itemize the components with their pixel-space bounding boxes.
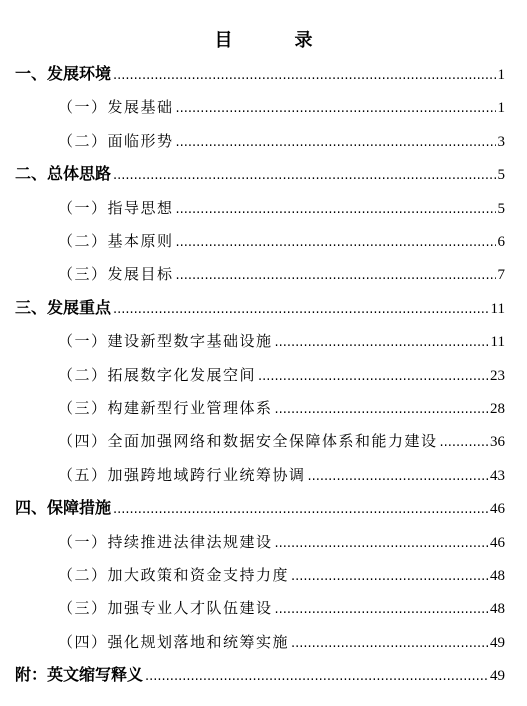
toc-entry-label: （一）建设新型数字基础设施 [58,332,273,351]
toc-page-number: 23 [490,367,505,384]
dot-leader [176,264,496,288]
toc-entry-label: （二）拓展数字化发展空间 [58,365,257,384]
toc-title: 目 录 [214,30,335,51]
dot-leader [291,565,488,589]
toc-section-entry[interactable] [15,62,505,86]
toc-entry-label: （二）基本原则 [58,232,174,250]
toc-page-number: 48 [490,601,505,618]
toc-page-number: 6 [497,234,505,250]
toc-page-number: 46 [490,501,505,518]
toc-entry-label: 一、发展环境 [15,64,112,83]
toc-page-number: 11 [490,300,505,317]
toc-entry-label: （一）持续推进法律法规建设 [58,532,273,551]
dot-leader [113,164,495,188]
toc-section-entry[interactable] [15,496,505,520]
dot-leader [145,665,488,689]
dot-leader [275,398,488,422]
toc-subsection-entry[interactable] [58,262,505,286]
dot-leader [291,632,488,656]
dot-leader [440,431,488,455]
toc-entry-label: （三）发展目标 [58,265,174,284]
toc-subsection-entry[interactable] [58,196,505,220]
toc-page-number: 5 [497,167,505,184]
toc-page-number: 49 [490,634,505,651]
toc-entry-label: 二、总体思路 [15,164,112,184]
toc-page-number: 5 [497,200,505,217]
toc-subsection-entry[interactable] [58,129,505,153]
toc-entry-label: （一）发展基础 [58,98,174,117]
dot-leader [275,331,489,355]
toc-entry-label: 四、保障措施 [15,498,112,518]
toc-entry-label: （四）全面加强网络和数据安全保障体系和能力建设 [58,432,438,451]
toc-entry-label: 三、发展重点 [15,297,112,317]
toc-entry-label: （一）指导思想 [58,198,174,217]
toc-entry-label: （二）加大政策和资金支持力度 [58,566,290,584]
toc-entry-label: （二）面临形势 [58,131,174,150]
dot-leader [176,131,496,155]
toc-entry-label: （三）构建新型行业管理体系 [58,399,273,417]
toc-subsection-entry[interactable] [58,463,505,487]
toc-subsection-entry[interactable] [58,429,505,453]
toc-page-number: 1 [497,67,505,83]
toc-subsection-entry[interactable] [58,596,505,620]
toc-subsection-entry[interactable] [58,95,505,119]
toc-page-number: 7 [497,267,505,284]
toc-entry-label: （五）加强跨地域跨行业统筹协调 [58,465,306,484]
toc-subsection-entry[interactable] [58,630,505,654]
dot-leader [308,465,488,489]
dot-leader [176,97,496,121]
toc-section-entry[interactable] [15,162,505,186]
dot-leader [275,532,488,556]
dot-leader [275,598,488,622]
toc-page-number: 36 [490,434,505,451]
toc-subsection-entry[interactable] [58,530,505,554]
toc-entry-label: 附：英文缩写释义 [15,665,144,685]
toc-entry-label: （三）加强专业人才队伍建设 [58,599,273,618]
toc-subsection-entry[interactable] [58,229,505,253]
dot-leader [176,231,496,255]
toc-page-number: 11 [490,334,505,351]
toc-section-entry[interactable] [15,296,505,320]
toc-section-entry[interactable] [15,663,505,687]
toc-page-number: 46 [490,534,505,551]
toc-page-number: 49 [490,668,505,685]
toc-subsection-entry[interactable] [58,396,505,420]
toc-subsection-entry[interactable] [58,329,505,353]
dot-leader [113,498,488,522]
toc-page-number: 43 [490,467,505,484]
toc-page-number: 1 [497,100,505,117]
dot-leader [113,298,489,322]
toc-page-number: 48 [490,568,505,584]
toc-subsection-entry[interactable] [58,363,505,387]
toc-page-number: 3 [497,133,505,150]
toc-page-number: 28 [490,401,505,417]
toc-subsection-entry[interactable] [58,563,505,587]
dot-leader [176,198,496,222]
dot-leader [258,365,488,389]
dot-leader [113,64,495,88]
toc-entry-label: （四）强化规划落地和统筹实施 [58,632,290,651]
